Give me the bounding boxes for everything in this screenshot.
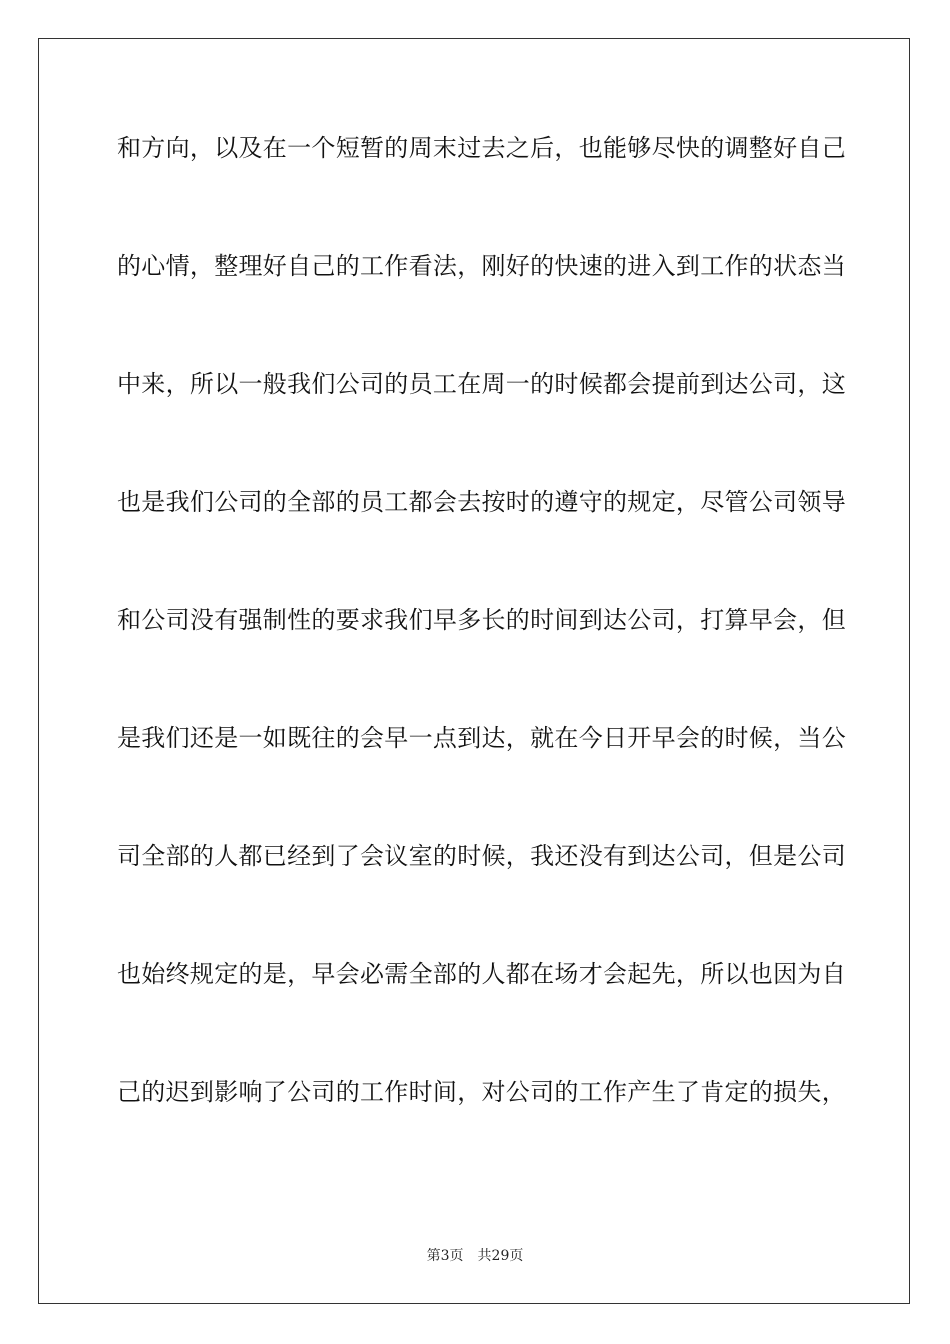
text-line: 己的迟到影响了公司的工作时间，对公司的工作产生了肯定的损失，: [117, 1078, 846, 1106]
text-line: 司全部的人都已经到了会议室的时候，我还没有到达公司，但是公司: [117, 842, 846, 870]
text-line: 也始终规定的是，早会必需全部的人都在场才会起先，所以也因为自: [117, 960, 846, 988]
text-line: 和公司没有强制性的要求我们早多长的时间到达公司，打算早会，但: [117, 606, 846, 634]
page-number: 第3页: [426, 1248, 464, 1264]
page-frame: [38, 38, 910, 1304]
text-line: 中来，所以一般我们公司的员工在周一的时候都会提前到达公司，这: [117, 370, 846, 398]
text-line: 的心情，整理好自己的工作看法，刚好的快速的进入到工作的状态当: [117, 252, 846, 280]
page-footer: [0, 1246, 950, 1266]
text-line: 也是我们公司的全部的员工都会去按时的遵守的规定，尽管公司领导: [117, 488, 846, 516]
text-line: 和方向，以及在一个短暂的周末过去之后，也能够尽快的调整好自己: [117, 134, 846, 162]
text-line: 是我们还是一如既往的会早一点到达，就在今日开早会的时候，当公: [117, 724, 846, 752]
page-total: 共29页: [477, 1248, 524, 1264]
